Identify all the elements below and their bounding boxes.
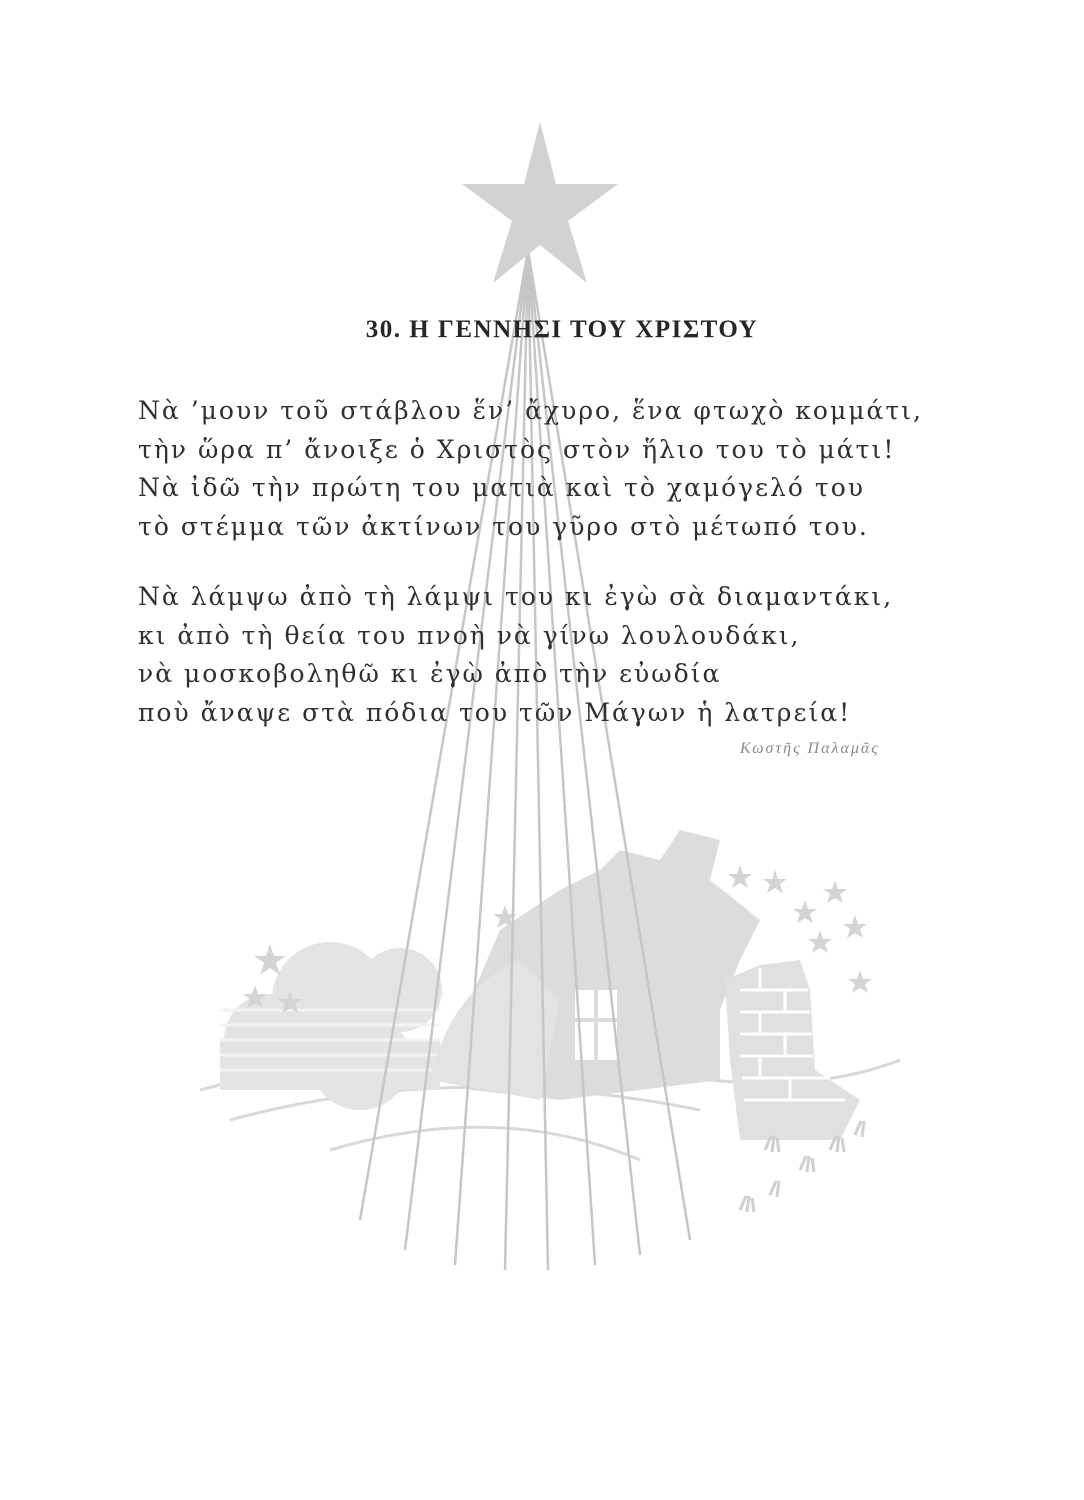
- verse-line: κι ἀπὸ τὴ θεία του πνοὴ νὰ γίνω λουλουδάκι,: [138, 620, 801, 650]
- verse-line: τὴν ὥρα π’ ἄνοιξε ὁ Χριστὸς στὸν ἥλιο του τὸ μάτι!: [138, 434, 896, 464]
- star-icon: [462, 122, 618, 283]
- brick-wall-icon: [725, 960, 860, 1140]
- verse-line: Νὰ λάμψω ἀπὸ τὴ λάμψι του κι ἐγὼ σὰ διαμαντάκι,: [138, 582, 894, 611]
- stanza-2: [138, 578, 938, 732]
- verse-line: Νὰ ἰδῶ τὴν πρώτη του ματιὰ καὶ τὸ χαμόγελό του: [138, 473, 865, 502]
- verse-line: Νὰ ’μουν τοῦ στάβλου ἕν’ ἄχυρο, ἕνα φτωχὸ κομμάτι,: [138, 396, 923, 425]
- author-signature: Κωστῆς Παλαμᾶς: [740, 740, 880, 757]
- verse-line: ποὺ ἄναψε στὰ πόδια του τῶν Μάγων ἡ λατρεία!: [138, 697, 852, 727]
- verse-line: νὰ μοσκοβοληθῶ κι ἐγὼ ἀπὸ τὴν εὐωδία: [138, 659, 722, 688]
- verse-line: τὸ στέμμα τῶν ἀκτίνων του γῦρο στὸ μέτωπό του.: [138, 511, 869, 541]
- stanza-1: [138, 392, 938, 546]
- poem-title: 30. Η ΓΕΝΝΗΣΙ ΤΟΥ ΧΡΙΣΤΟΥ: [365, 316, 759, 343]
- stable-icon: [430, 830, 760, 1100]
